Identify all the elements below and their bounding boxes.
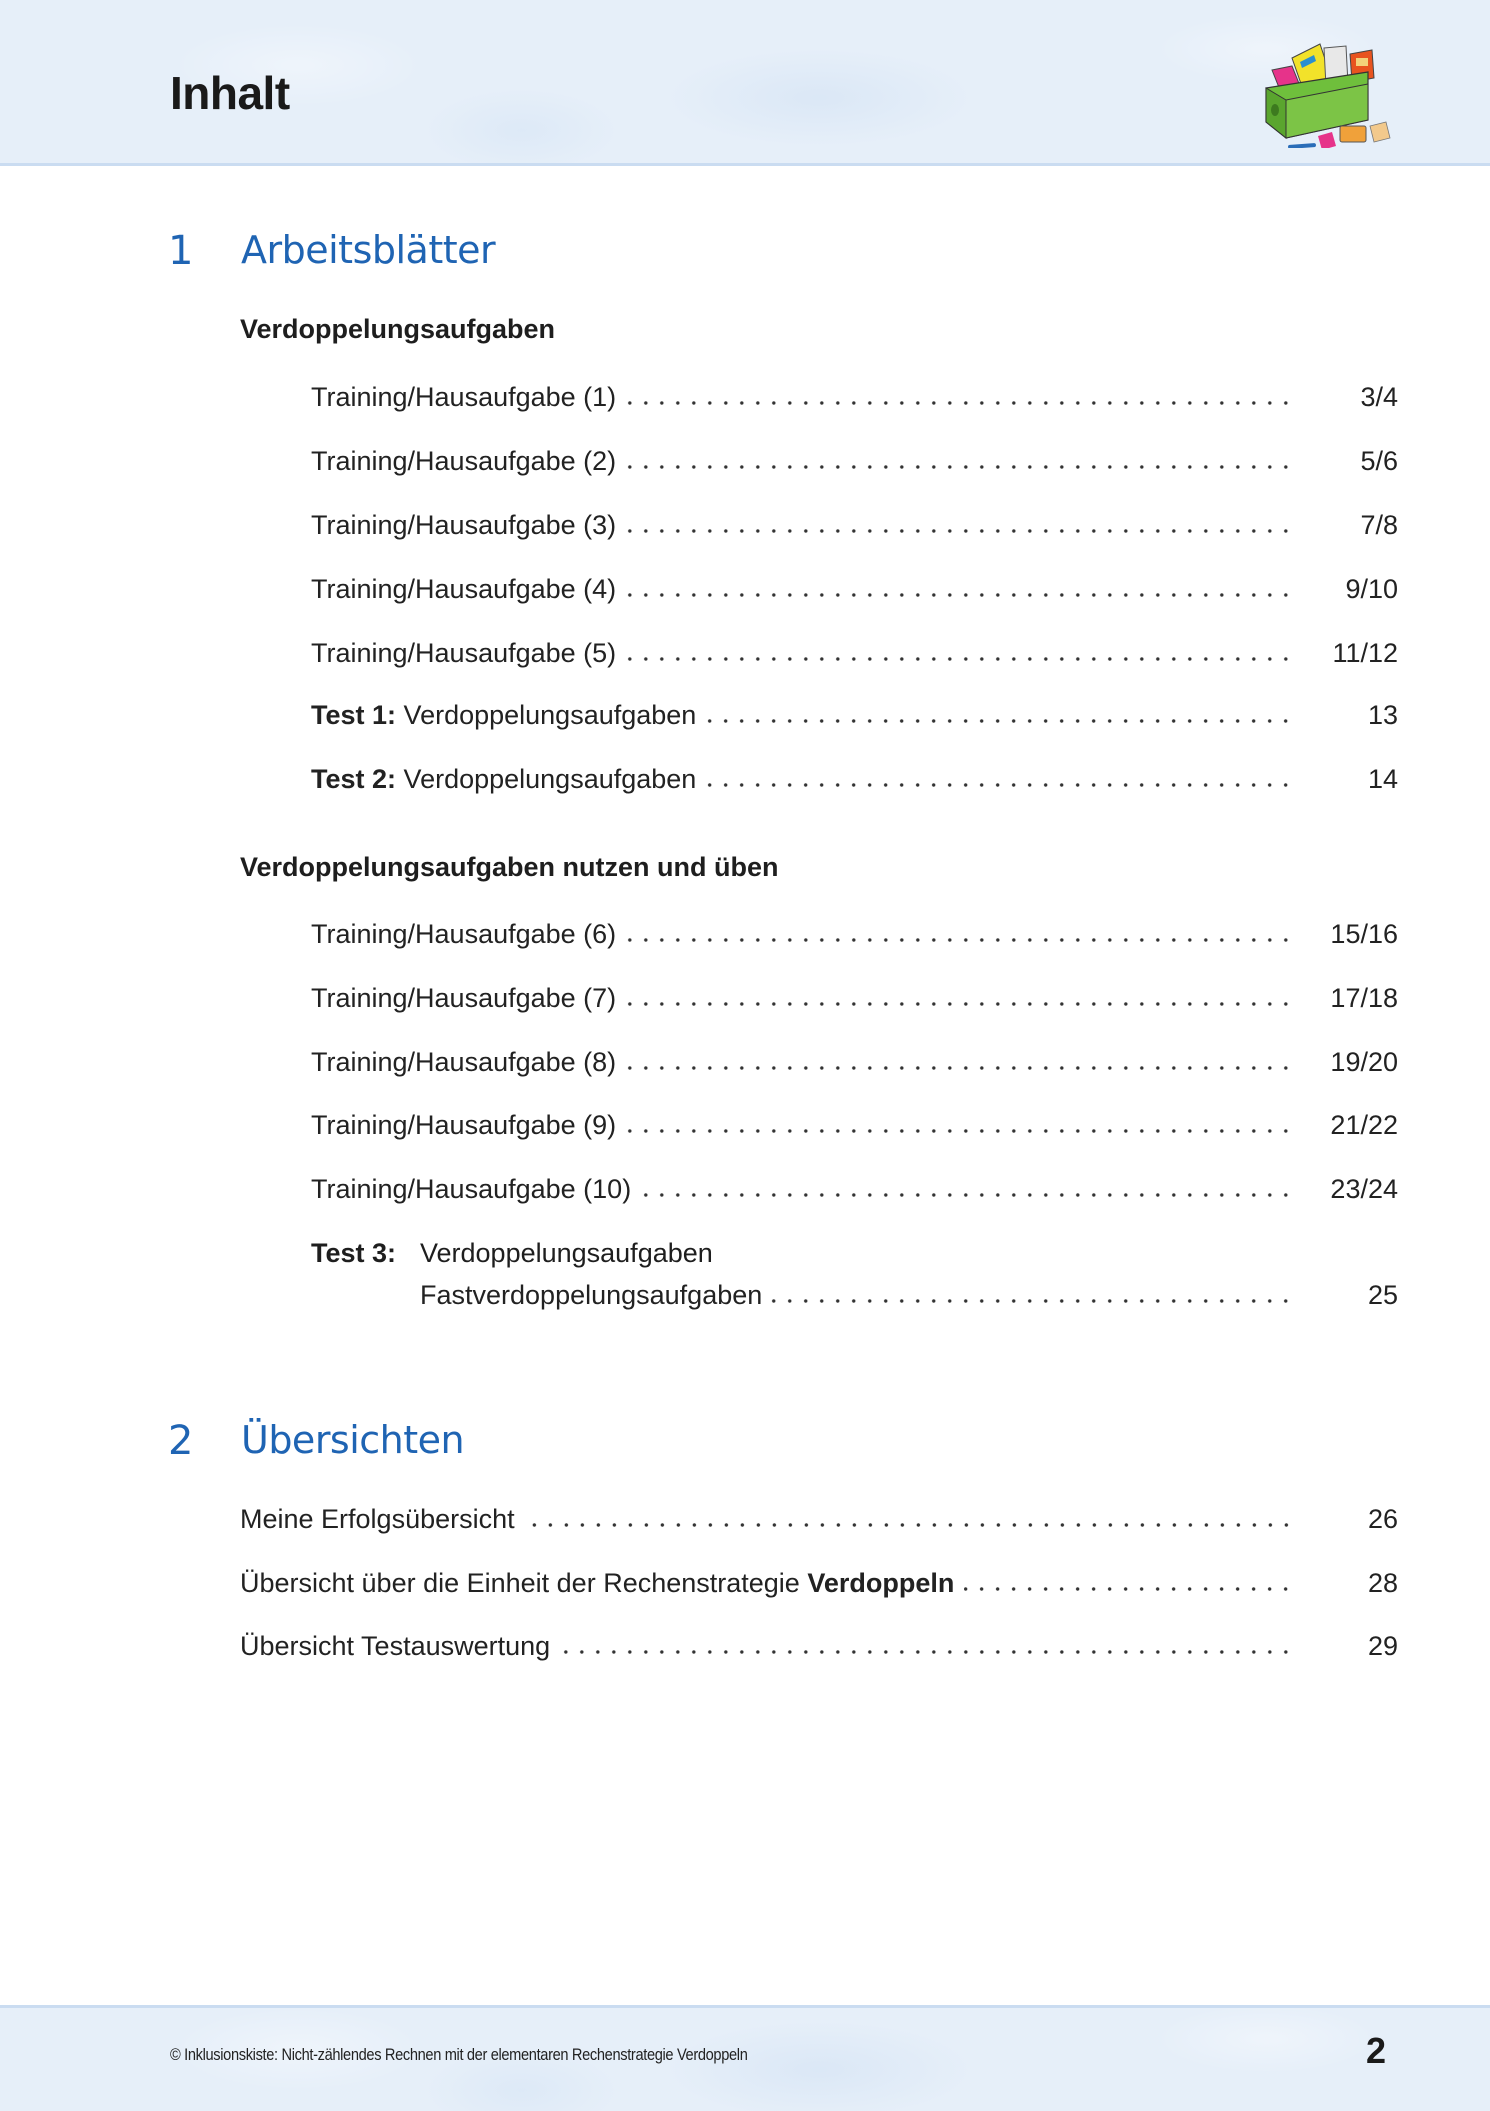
toc-entry-test-line2[interactable] [420, 1278, 1398, 1312]
toc-entry-bold: Verdoppeln [807, 1568, 955, 1598]
toc-entry-label: Training/Hausaufgabe (1) [311, 382, 617, 412]
toc-entry-label: Training/Hausaufgabe (10) [311, 1174, 632, 1204]
toc-entry-test[interactable] [311, 762, 1398, 796]
dot-leader [766, 1298, 1294, 1304]
toc-entry-page: 7/8 [1360, 510, 1398, 540]
toc-entry[interactable] [311, 917, 1398, 951]
toc-entry-label: Training/Hausaufgabe (7) [311, 983, 617, 1013]
toc-entry-page: 17/18 [1330, 983, 1398, 1013]
toc-entry-page: 11/12 [1332, 638, 1398, 668]
chapter-2-title: Übersichten [241, 1418, 465, 1462]
toc-entry-label: Training/Hausaufgabe (8) [311, 1047, 617, 1077]
chapter-1-title: Arbeitsblätter [241, 228, 496, 272]
dot-leader [964, 1586, 1294, 1592]
toc-entry-page: 19/20 [1330, 1047, 1398, 1077]
toc-entry-page: 29 [1367, 1631, 1398, 1661]
dot-leader [626, 1001, 1294, 1007]
toc-entry-label: Verdoppelungsaufgaben [403, 700, 697, 730]
toc-entry-page: 28 [1367, 1568, 1398, 1598]
page-number: 2 [1366, 2030, 1387, 2071]
toc-entry-page: 3/4 [1360, 382, 1398, 412]
copyright-text: © Inklusionskiste: Nicht-zählendes Rechnen mit der elementaren Rechenstrategie Verdoppeln [170, 2045, 748, 2064]
toc-entry-label: Training/Hausaufgabe (9) [311, 1110, 617, 1140]
toc-entry-page: 5/6 [1360, 446, 1398, 476]
toc-entry-page: 23/24 [1330, 1174, 1398, 1204]
toc-entry[interactable] [311, 1108, 1398, 1142]
test-prefix: Test 2: [311, 764, 397, 794]
toc-entry-label: Training/Hausaufgabe (3) [311, 510, 617, 540]
chapter-2-number: 2 [168, 1418, 194, 1464]
dot-leader [626, 1128, 1294, 1134]
toc-entry-label: Training/Hausaufgabe (4) [311, 574, 617, 604]
dot-leader [706, 718, 1294, 724]
toc-entry-page: 21/22 [1330, 1110, 1398, 1140]
toc-entry-label: Verdoppelungsaufgaben [420, 1238, 713, 1268]
toc-entry-page: 25 [1367, 1280, 1398, 1310]
toc-entry-page: 26 [1367, 1504, 1398, 1534]
toc-entry-page: 13 [1367, 700, 1398, 730]
dot-leader [626, 464, 1294, 470]
toc-entry[interactable] [311, 1045, 1398, 1079]
dot-leader [626, 592, 1294, 598]
toc-entry[interactable] [311, 508, 1398, 542]
dot-leader [626, 400, 1294, 406]
toc-entry[interactable] [240, 1502, 1398, 1536]
toc-entry-page: 14 [1367, 764, 1398, 794]
toc-entry-label: Meine Erfolgsübersicht [240, 1504, 515, 1534]
toc-entry-label-line2: Fastverdoppelungsaufgaben [420, 1280, 763, 1310]
dot-leader [626, 1065, 1294, 1071]
toc-entry-label: Training/Hausaufgabe (6) [311, 919, 617, 949]
test-prefix: Test 3: [311, 1238, 397, 1268]
dot-leader [706, 782, 1294, 788]
toc-entry-label: Übersicht Testauswertung [240, 1631, 551, 1661]
toc-entry[interactable] [311, 572, 1398, 606]
toc-entry-page: 9/10 [1345, 574, 1398, 604]
toc-entry[interactable] [311, 981, 1398, 1015]
dot-leader [641, 1192, 1294, 1198]
section-heading: Verdoppelungsaufgaben nutzen und üben [240, 852, 779, 882]
toc-entry-test-line1[interactable] [311, 1236, 713, 1270]
toc-entry[interactable] [240, 1629, 1398, 1663]
toc-entry[interactable] [311, 636, 1398, 670]
dot-leader [560, 1649, 1294, 1655]
dot-leader [626, 528, 1294, 534]
dot-leader [525, 1522, 1294, 1528]
toc-entry[interactable] [240, 1566, 1398, 1600]
test-prefix: Test 1: [311, 700, 397, 730]
toc-entry[interactable] [311, 444, 1398, 478]
toc-entry-page: 15/16 [1330, 919, 1398, 949]
toc-entry-label: Training/Hausaufgabe (2) [311, 446, 617, 476]
box-of-materials-icon [1262, 28, 1402, 148]
toc-entry[interactable] [311, 1172, 1398, 1206]
toc-entry-label: Training/Hausaufgabe (5) [311, 638, 617, 668]
toc-entry-test[interactable] [311, 698, 1398, 732]
page-title: Inhalt [170, 67, 290, 119]
dot-leader [626, 656, 1294, 662]
dot-leader [626, 937, 1294, 943]
chapter-1-number: 1 [168, 228, 194, 274]
toc-entry[interactable] [311, 380, 1398, 414]
toc-entry-label: Verdoppelungsaufgaben [403, 764, 697, 794]
toc-entry-label: Übersicht über die Einheit der Rechenstrategie [240, 1568, 808, 1598]
section-heading: Verdoppelungsaufgaben [240, 314, 556, 344]
